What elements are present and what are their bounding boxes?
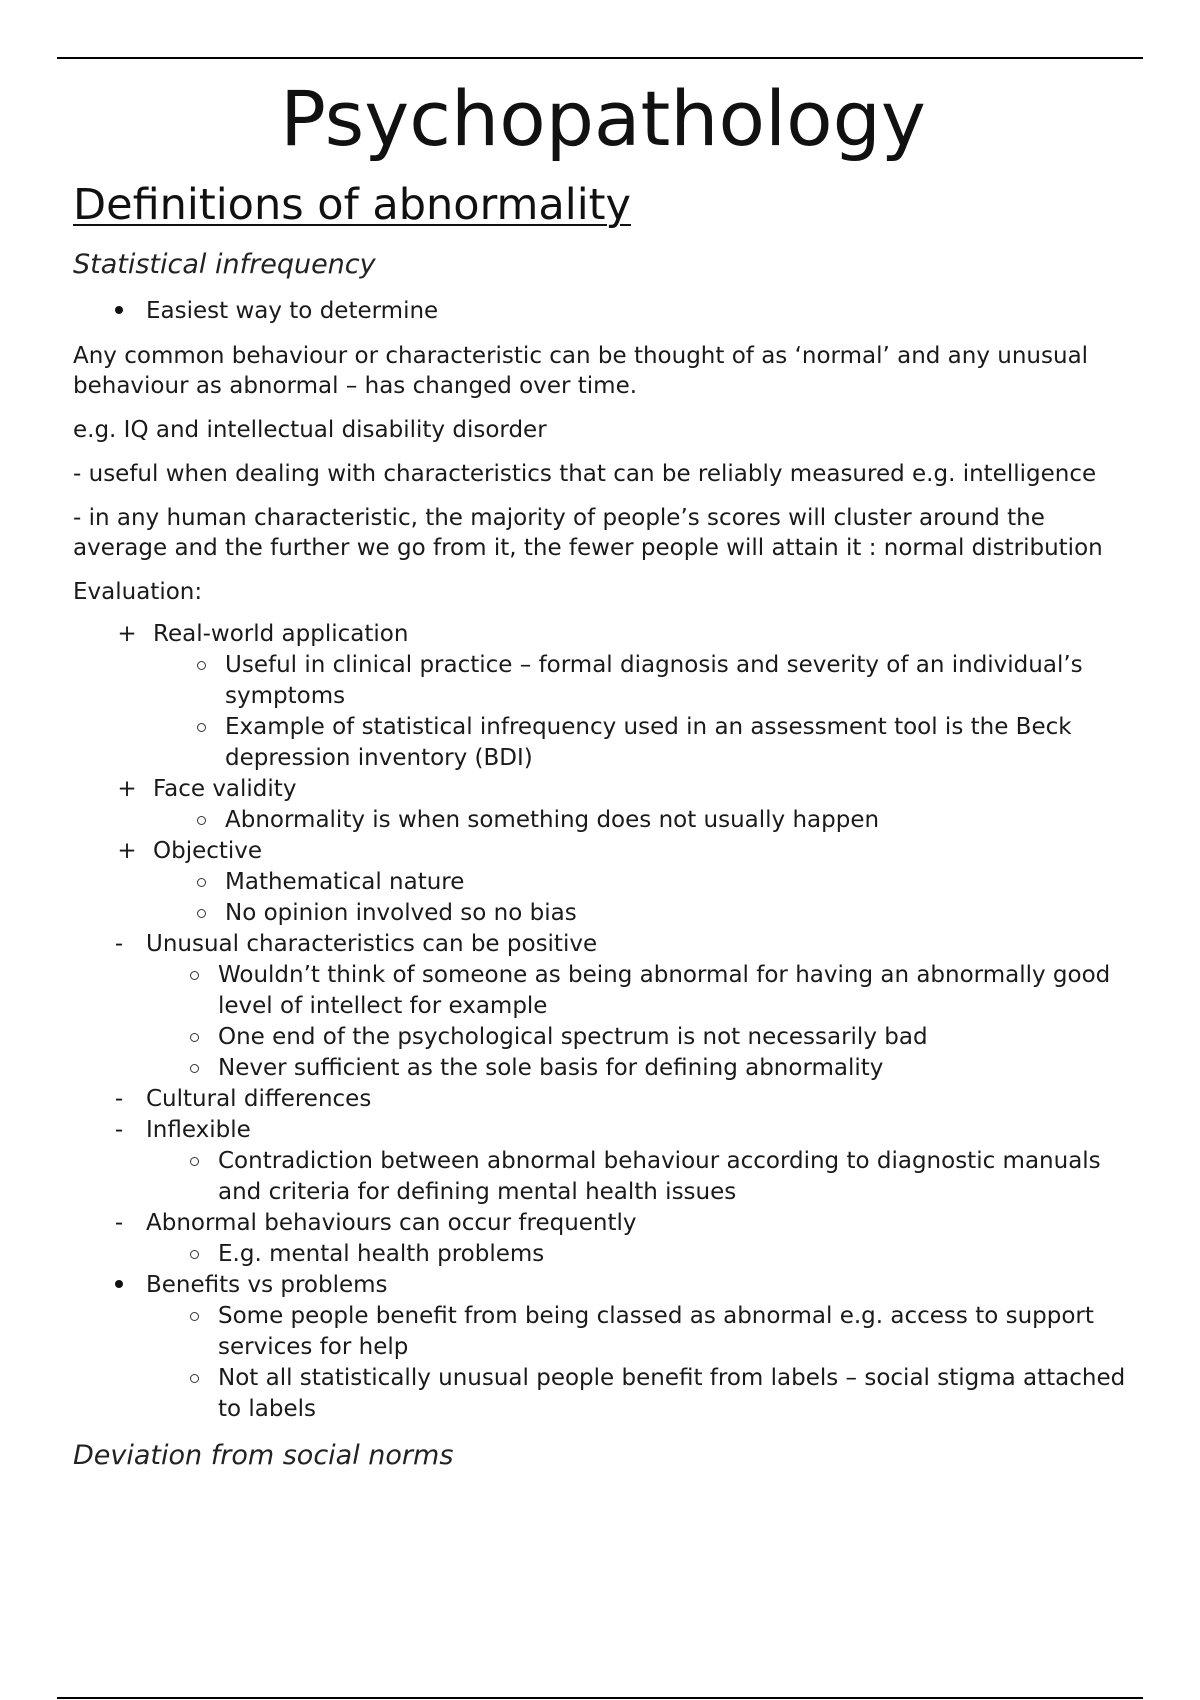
section-heading: Definitions of abnormality [73,180,631,230]
plus-icon: + [117,838,137,864]
list-item-plus: + Objective [73,836,1133,867]
document-title: Psychopathology [280,74,926,163]
subheading-deviation-from-social-norms: Deviation from social norms [73,1440,454,1471]
subheading-statistical-infrequency: Statistical infrequency [73,249,376,280]
circle-bullet-icon [193,712,209,743]
circle-bullet-icon [186,1022,202,1053]
paragraph: - useful when dealing with characteristics that can be reliably measured e.g. intelligence [73,461,1097,487]
intro-list [73,296,1133,327]
minus-icon: - [114,1117,124,1143]
list-subitem: Not all statistically unusual people benefit from labels – social stigma attached to labels [73,1363,1133,1425]
document-page [73,70,1133,1473]
list-subitem: Contradiction between abnormal behaviour according to diagnostic manuals and criteria for defining mental health issues [73,1146,1133,1208]
list-item: Easiest way to determine [73,296,1133,327]
minus-icon: - [114,1210,124,1236]
plus-icon: + [117,621,137,647]
top-rule [57,57,1143,59]
circle-bullet-icon [186,1146,202,1177]
list-item-plus: + Real-world application [73,619,1133,650]
list-subitem: One end of the psychological spectrum is not necessarily bad [73,1022,1133,1053]
bullet-icon [109,296,129,327]
bottom-rule [57,1697,1143,1699]
circle-bullet-icon [186,1301,202,1332]
list-item-minus: - Unusual characteristics can be positive [73,929,1133,960]
circle-bullet-icon [193,867,209,898]
minus-icon: - [114,1086,124,1112]
circle-bullet-icon [186,1239,202,1270]
list-subitem: Useful in clinical practice – formal diagnosis and severity of an individual’s symptoms [73,650,1133,712]
list-subitem: Never sufficient as the sole basis for defining abnormality [73,1053,1133,1084]
list-item-minus: - Abnormal behaviours can occur frequently [73,1208,1133,1239]
paragraph: e.g. IQ and intellectual disability disorder [73,417,547,443]
circle-bullet-icon [193,898,209,929]
circle-bullet-icon [186,1363,202,1394]
paragraph: - in any human characteristic, the majority of people’s scores will cluster around the average and the further we go from it, the fewer people will attain it : normal distribution [73,505,1103,561]
evaluation-list [73,619,1133,1425]
list-item-bullet: Benefits vs problems [73,1270,1133,1301]
bullet-icon [109,1270,129,1301]
list-item-minus: - Inflexible [73,1115,1133,1146]
list-subitem: E.g. mental health problems [73,1239,1133,1270]
circle-bullet-icon [193,650,209,681]
evaluation-label: Evaluation: [73,579,203,605]
paragraph: Any common behaviour or characteristic can be thought of as ‘normal’ and any unusual behaviour as abnormal – has changed over time. [73,343,1089,399]
list-subitem: Example of statistical infrequency used in an assessment tool is the Beck depression inventory (BDI) [73,712,1133,774]
circle-bullet-icon [193,805,209,836]
list-subitem: No opinion involved so no bias [73,898,1133,929]
list-subitem: Mathematical nature [73,867,1133,898]
plus-icon: + [117,776,137,802]
list-item-minus: - Cultural differences [73,1084,1133,1115]
circle-bullet-icon [186,960,202,991]
list-subitem: Abnormality is when something does not usually happen [73,805,1133,836]
minus-icon: - [114,931,124,957]
list-subitem: Some people benefit from being classed as abnormal e.g. access to support services for help [73,1301,1133,1363]
circle-bullet-icon [186,1053,202,1084]
list-subitem: Wouldn’t think of someone as being abnormal for having an abnormally good level of intellect for example [73,960,1133,1022]
list-item-plus: + Face validity [73,774,1133,805]
